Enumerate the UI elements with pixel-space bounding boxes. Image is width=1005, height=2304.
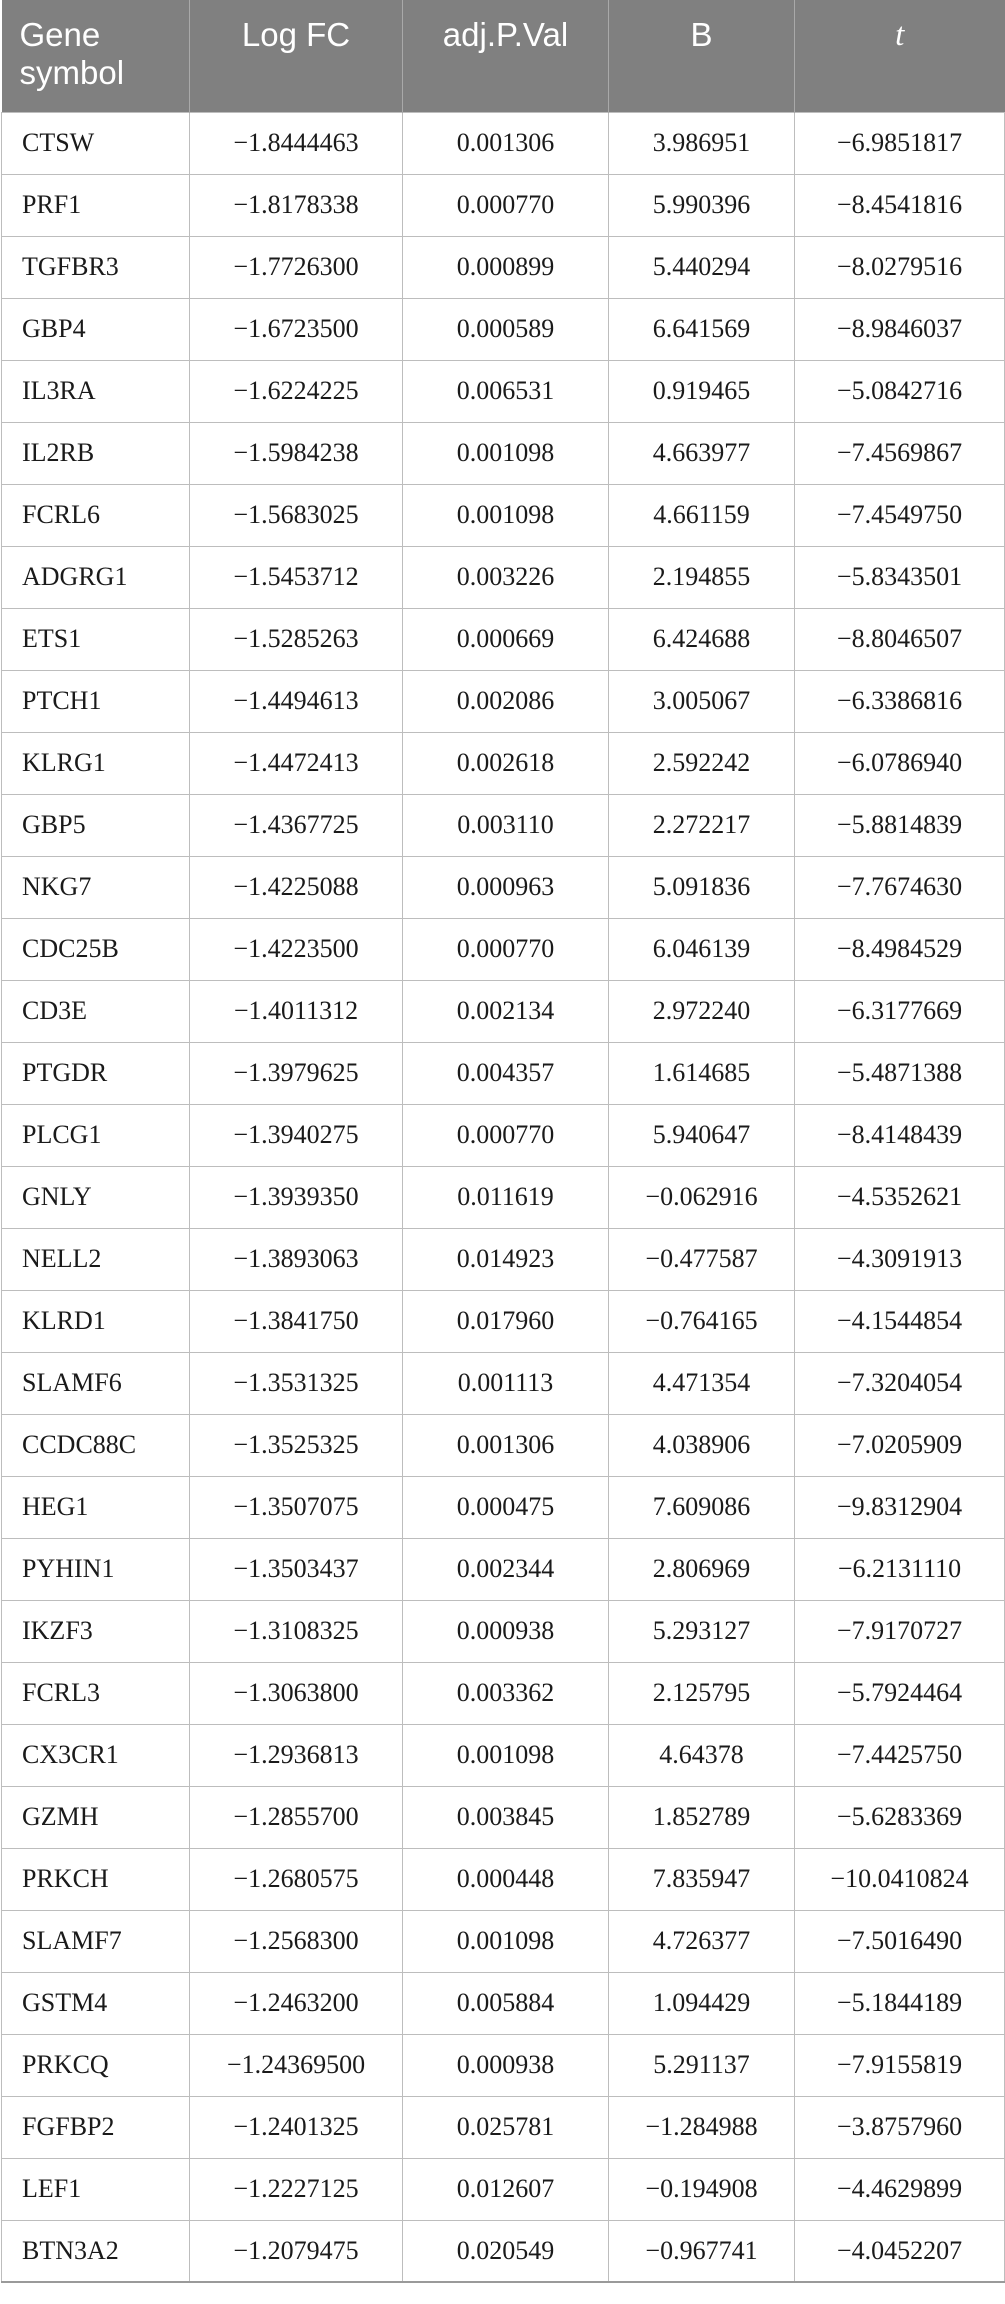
gene-symbol-cell: PTGDR: [2, 1042, 190, 1104]
adj-p-val-cell: 0.002344: [403, 1538, 609, 1600]
t-cell: −5.7924464: [795, 1662, 1005, 1724]
log-fc-cell: −1.24369500: [190, 2034, 403, 2096]
table-row: [2, 1724, 1005, 1786]
column-header-t: t: [795, 0, 1005, 112]
table-row: [2, 484, 1005, 546]
table-row: [2, 1972, 1005, 2034]
t-cell: −4.5352621: [795, 1166, 1005, 1228]
gene-symbol-cell: FCRL3: [2, 1662, 190, 1724]
log-fc-cell: −1.3063800: [190, 1662, 403, 1724]
b-cell: 5.091836: [609, 856, 795, 918]
table-row: [2, 918, 1005, 980]
table-row: [2, 2220, 1005, 2282]
log-fc-cell: −1.3939350: [190, 1166, 403, 1228]
b-cell: 5.293127: [609, 1600, 795, 1662]
b-cell: 4.661159: [609, 484, 795, 546]
t-cell: −6.3177669: [795, 980, 1005, 1042]
gene-symbol-cell: GBP4: [2, 298, 190, 360]
b-cell: 4.726377: [609, 1910, 795, 1972]
gene-symbol-cell: IL3RA: [2, 360, 190, 422]
log-fc-cell: −1.4367725: [190, 794, 403, 856]
t-cell: −10.0410824: [795, 1848, 1005, 1910]
t-cell: −7.5016490: [795, 1910, 1005, 1972]
b-cell: 2.125795: [609, 1662, 795, 1724]
column-header-adj-p-val: adj.P.Val: [403, 0, 609, 112]
adj-p-val-cell: 0.003362: [403, 1662, 609, 1724]
b-cell: 5.990396: [609, 174, 795, 236]
adj-p-val-cell: 0.001306: [403, 112, 609, 174]
table-header: [2, 0, 1005, 112]
adj-p-val-cell: 0.000448: [403, 1848, 609, 1910]
table-row: [2, 2158, 1005, 2220]
adj-p-val-cell: 0.000770: [403, 174, 609, 236]
column-header-b: B: [609, 0, 795, 112]
b-cell: 4.663977: [609, 422, 795, 484]
adj-p-val-cell: 0.000938: [403, 1600, 609, 1662]
table-row: [2, 1166, 1005, 1228]
table-body: [2, 112, 1005, 2282]
b-cell: 4.471354: [609, 1352, 795, 1414]
log-fc-cell: −1.4223500: [190, 918, 403, 980]
t-cell: −8.4984529: [795, 918, 1005, 980]
log-fc-cell: −1.6224225: [190, 360, 403, 422]
b-cell: 1.852789: [609, 1786, 795, 1848]
table-row: [2, 298, 1005, 360]
table-row: [2, 1600, 1005, 1662]
b-cell: −0.967741: [609, 2220, 795, 2282]
log-fc-cell: −1.2936813: [190, 1724, 403, 1786]
gene-symbol-cell: GBP5: [2, 794, 190, 856]
table-row: [2, 1352, 1005, 1414]
table-row: [2, 360, 1005, 422]
gene-symbol-cell: CTSW: [2, 112, 190, 174]
log-fc-cell: −1.5453712: [190, 546, 403, 608]
log-fc-cell: −1.4472413: [190, 732, 403, 794]
adj-p-val-cell: 0.003845: [403, 1786, 609, 1848]
t-cell: −4.3091913: [795, 1228, 1005, 1290]
adj-p-val-cell: 0.002134: [403, 980, 609, 1042]
table-row: [2, 670, 1005, 732]
table-row: [2, 2034, 1005, 2096]
adj-p-val-cell: 0.000589: [403, 298, 609, 360]
gene-symbol-cell: ADGRG1: [2, 546, 190, 608]
table-row: [2, 1104, 1005, 1166]
t-cell: −7.4425750: [795, 1724, 1005, 1786]
log-fc-cell: −1.3979625: [190, 1042, 403, 1104]
gene-symbol-cell: ETS1: [2, 608, 190, 670]
gene-symbol-cell: PRKCQ: [2, 2034, 190, 2096]
adj-p-val-cell: 0.003110: [403, 794, 609, 856]
b-cell: 1.614685: [609, 1042, 795, 1104]
gene-symbol-cell: CCDC88C: [2, 1414, 190, 1476]
t-cell: −4.4629899: [795, 2158, 1005, 2220]
adj-p-val-cell: 0.002086: [403, 670, 609, 732]
table-row: [2, 112, 1005, 174]
adj-p-val-cell: 0.001098: [403, 422, 609, 484]
gene-symbol-cell: PLCG1: [2, 1104, 190, 1166]
log-fc-cell: −1.4225088: [190, 856, 403, 918]
log-fc-cell: −1.3507075: [190, 1476, 403, 1538]
adj-p-val-cell: 0.004357: [403, 1042, 609, 1104]
table-row: [2, 980, 1005, 1042]
table-row: [2, 856, 1005, 918]
gene-symbol-cell: SLAMF6: [2, 1352, 190, 1414]
log-fc-cell: −1.2463200: [190, 1972, 403, 2034]
gene-symbol-cell: GZMH: [2, 1786, 190, 1848]
table-row: [2, 794, 1005, 856]
t-cell: −7.9155819: [795, 2034, 1005, 2096]
t-cell: −5.1844189: [795, 1972, 1005, 2034]
log-fc-cell: −1.4011312: [190, 980, 403, 1042]
table-row: [2, 1414, 1005, 1476]
b-cell: 6.641569: [609, 298, 795, 360]
t-cell: −6.0786940: [795, 732, 1005, 794]
log-fc-cell: −1.2568300: [190, 1910, 403, 1972]
b-cell: −0.477587: [609, 1228, 795, 1290]
b-cell: 7.835947: [609, 1848, 795, 1910]
b-cell: −0.764165: [609, 1290, 795, 1352]
header-row: [2, 0, 1005, 112]
gene-symbol-cell: KLRD1: [2, 1290, 190, 1352]
gene-symbol-cell: HEG1: [2, 1476, 190, 1538]
table-row: [2, 1476, 1005, 1538]
b-cell: 5.440294: [609, 236, 795, 298]
adj-p-val-cell: 0.017960: [403, 1290, 609, 1352]
gene-expression-table: [1, 0, 1005, 2283]
gene-symbol-cell: FGFBP2: [2, 2096, 190, 2158]
t-cell: −7.9170727: [795, 1600, 1005, 1662]
b-cell: 3.005067: [609, 670, 795, 732]
t-cell: −9.8312904: [795, 1476, 1005, 1538]
b-cell: 5.291137: [609, 2034, 795, 2096]
t-cell: −8.4541816: [795, 174, 1005, 236]
table-row: [2, 1228, 1005, 1290]
adj-p-val-cell: 0.000475: [403, 1476, 609, 1538]
t-cell: −7.4549750: [795, 484, 1005, 546]
adj-p-val-cell: 0.011619: [403, 1166, 609, 1228]
table-row: [2, 732, 1005, 794]
table-row: [2, 1042, 1005, 1104]
table-row: [2, 1848, 1005, 1910]
gene-symbol-cell: IL2RB: [2, 422, 190, 484]
table-row: [2, 1910, 1005, 1972]
adj-p-val-cell: 0.020549: [403, 2220, 609, 2282]
table-row: [2, 1786, 1005, 1848]
t-cell: −7.4569867: [795, 422, 1005, 484]
gene-symbol-cell: FCRL6: [2, 484, 190, 546]
log-fc-cell: −1.5285263: [190, 608, 403, 670]
t-cell: −6.2131110: [795, 1538, 1005, 1600]
gene-symbol-cell: GSTM4: [2, 1972, 190, 2034]
t-cell: −6.3386816: [795, 670, 1005, 732]
gene-symbol-cell: BTN3A2: [2, 2220, 190, 2282]
gene-symbol-cell: CDC25B: [2, 918, 190, 980]
adj-p-val-cell: 0.001098: [403, 1724, 609, 1786]
t-cell: −8.9846037: [795, 298, 1005, 360]
adj-p-val-cell: 0.006531: [403, 360, 609, 422]
adj-p-val-cell: 0.025781: [403, 2096, 609, 2158]
b-cell: 5.940647: [609, 1104, 795, 1166]
t-cell: −5.8814839: [795, 794, 1005, 856]
b-cell: 4.64378: [609, 1724, 795, 1786]
b-cell: 6.424688: [609, 608, 795, 670]
b-cell: 7.609086: [609, 1476, 795, 1538]
adj-p-val-cell: 0.000963: [403, 856, 609, 918]
log-fc-cell: −1.3893063: [190, 1228, 403, 1290]
adj-p-val-cell: 0.012607: [403, 2158, 609, 2220]
table-row: [2, 1662, 1005, 1724]
gene-symbol-cell: CX3CR1: [2, 1724, 190, 1786]
adj-p-val-cell: 0.002618: [403, 732, 609, 794]
b-cell: 2.592242: [609, 732, 795, 794]
table-row: [2, 174, 1005, 236]
b-cell: 2.194855: [609, 546, 795, 608]
t-cell: −8.0279516: [795, 236, 1005, 298]
b-cell: 4.038906: [609, 1414, 795, 1476]
gene-symbol-cell: TGFBR3: [2, 236, 190, 298]
t-cell: −6.9851817: [795, 112, 1005, 174]
table-row: [2, 422, 1005, 484]
t-cell: −8.8046507: [795, 608, 1005, 670]
adj-p-val-cell: 0.014923: [403, 1228, 609, 1290]
column-header-gene-symbol: Gene symbol: [2, 0, 190, 112]
b-cell: 6.046139: [609, 918, 795, 980]
gene-symbol-cell: PRKCH: [2, 1848, 190, 1910]
log-fc-cell: −1.8178338: [190, 174, 403, 236]
b-cell: 2.806969: [609, 1538, 795, 1600]
gene-symbol-cell: PTCH1: [2, 670, 190, 732]
adj-p-val-cell: 0.001098: [403, 484, 609, 546]
gene-symbol-cell: NELL2: [2, 1228, 190, 1290]
t-cell: −7.0205909: [795, 1414, 1005, 1476]
log-fc-cell: −1.3531325: [190, 1352, 403, 1414]
adj-p-val-cell: 0.001098: [403, 1910, 609, 1972]
adj-p-val-cell: 0.003226: [403, 546, 609, 608]
log-fc-cell: −1.2227125: [190, 2158, 403, 2220]
t-cell: −5.6283369: [795, 1786, 1005, 1848]
gene-symbol-cell: NKG7: [2, 856, 190, 918]
t-cell: −4.1544854: [795, 1290, 1005, 1352]
adj-p-val-cell: 0.000770: [403, 918, 609, 980]
gene-symbol-cell: GNLY: [2, 1166, 190, 1228]
gene-symbol-cell: IKZF3: [2, 1600, 190, 1662]
log-fc-cell: −1.3841750: [190, 1290, 403, 1352]
table-row: [2, 1290, 1005, 1352]
b-cell: 2.272217: [609, 794, 795, 856]
gene-symbol-cell: CD3E: [2, 980, 190, 1042]
log-fc-cell: −1.7726300: [190, 236, 403, 298]
table-row: [2, 2096, 1005, 2158]
log-fc-cell: −1.2079475: [190, 2220, 403, 2282]
log-fc-cell: −1.2855700: [190, 1786, 403, 1848]
t-cell: −5.4871388: [795, 1042, 1005, 1104]
t-cell: −5.0842716: [795, 360, 1005, 422]
b-cell: 2.972240: [609, 980, 795, 1042]
log-fc-cell: −1.2680575: [190, 1848, 403, 1910]
table-row: [2, 608, 1005, 670]
adj-p-val-cell: 0.000770: [403, 1104, 609, 1166]
adj-p-val-cell: 0.005884: [403, 1972, 609, 2034]
log-fc-cell: −1.5984238: [190, 422, 403, 484]
b-cell: −0.062916: [609, 1166, 795, 1228]
log-fc-cell: −1.3525325: [190, 1414, 403, 1476]
log-fc-cell: −1.3503437: [190, 1538, 403, 1600]
log-fc-cell: −1.3940275: [190, 1104, 403, 1166]
adj-p-val-cell: 0.000899: [403, 236, 609, 298]
column-header-log-fc: Log FC: [190, 0, 403, 112]
b-cell: 0.919465: [609, 360, 795, 422]
log-fc-cell: −1.6723500: [190, 298, 403, 360]
b-cell: −1.284988: [609, 2096, 795, 2158]
b-cell: 1.094429: [609, 1972, 795, 2034]
gene-symbol-cell: KLRG1: [2, 732, 190, 794]
log-fc-cell: −1.2401325: [190, 2096, 403, 2158]
log-fc-cell: −1.5683025: [190, 484, 403, 546]
t-cell: −3.8757960: [795, 2096, 1005, 2158]
b-cell: −0.194908: [609, 2158, 795, 2220]
b-cell: 3.986951: [609, 112, 795, 174]
gene-symbol-cell: PYHIN1: [2, 1538, 190, 1600]
log-fc-cell: −1.8444463: [190, 112, 403, 174]
adj-p-val-cell: 0.001306: [403, 1414, 609, 1476]
t-cell: −5.8343501: [795, 546, 1005, 608]
adj-p-val-cell: 0.001113: [403, 1352, 609, 1414]
t-cell: −4.0452207: [795, 2220, 1005, 2282]
table-row: [2, 236, 1005, 298]
log-fc-cell: −1.3108325: [190, 1600, 403, 1662]
log-fc-cell: −1.4494613: [190, 670, 403, 732]
gene-symbol-cell: SLAMF7: [2, 1910, 190, 1972]
adj-p-val-cell: 0.000938: [403, 2034, 609, 2096]
table-row: [2, 1538, 1005, 1600]
gene-symbol-cell: PRF1: [2, 174, 190, 236]
t-cell: −7.3204054: [795, 1352, 1005, 1414]
t-cell: −8.4148439: [795, 1104, 1005, 1166]
t-cell: −7.7674630: [795, 856, 1005, 918]
adj-p-val-cell: 0.000669: [403, 608, 609, 670]
table-row: [2, 546, 1005, 608]
gene-symbol-cell: LEF1: [2, 2158, 190, 2220]
